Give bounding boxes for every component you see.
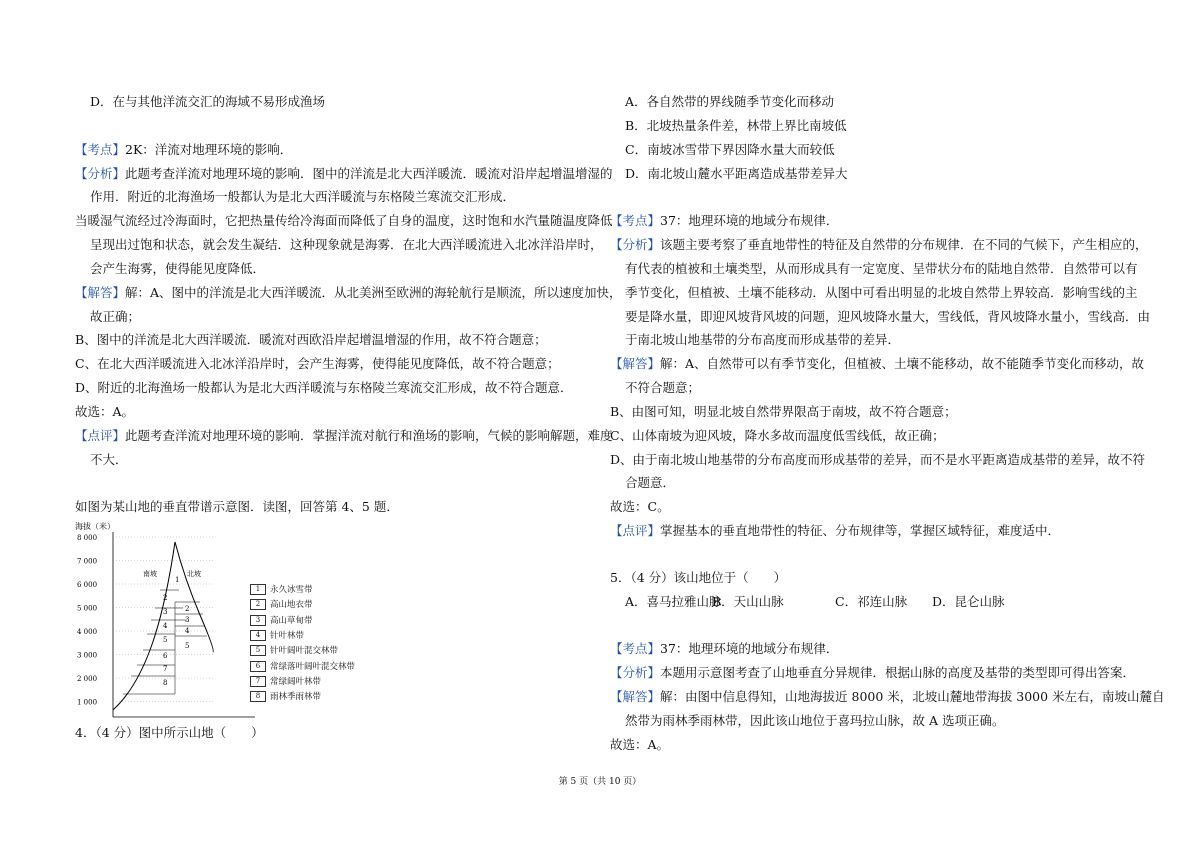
q5-option-d: D．昆仑山脉 bbox=[932, 594, 1005, 609]
option-d-explain: D、由于南北坡山地基带的分布高度而形成基带的差异，而不是水平距离造成基带的差异，故不符 bbox=[610, 452, 1146, 467]
para-line: 会产生海雾，使得能见度降低． bbox=[90, 261, 266, 276]
fenxi-line bbox=[610, 237, 1148, 253]
para-line: 当暖湿气流经过冷海面时，它把热量传给冷海面而降低了自身的温度，这时饱和水汽量随温度降低 bbox=[75, 213, 613, 228]
legend-swatch: 6 bbox=[250, 661, 266, 672]
tick-label: 6 000 bbox=[77, 581, 98, 589]
zone-number: 8 bbox=[163, 679, 168, 687]
legend-label: 常绿阔叶林带 bbox=[270, 676, 322, 687]
north-slope bbox=[175, 542, 213, 652]
north-zone-numbers bbox=[185, 605, 190, 650]
legend-swatch: 7 bbox=[250, 676, 266, 687]
tick-label: 5 000 bbox=[77, 604, 98, 613]
question-4: 4．（4 分）图中所示山地（ ） bbox=[75, 725, 264, 740]
legend-swatch: 1 bbox=[250, 584, 266, 595]
answer-line: 故选：C。 bbox=[610, 499, 670, 514]
fenxi-tag: 【分析】 bbox=[610, 237, 661, 252]
legend-swatch: 2 bbox=[250, 599, 266, 610]
kaodian-text: 2K：洋流对地理环境的影响． bbox=[125, 142, 293, 157]
tick-label: 8 000 bbox=[77, 534, 98, 542]
dianping-tag: 【点评】 bbox=[610, 523, 661, 538]
fenxi-tag: 【分析】 bbox=[75, 166, 126, 181]
legend-label: 雨林季雨林带 bbox=[270, 692, 322, 703]
jieda-text: 解：A、自然带可以有季节变化，但植被、土壤不能移动，故不能随季节变化而移动，故 bbox=[660, 356, 1145, 371]
zone-number: 7 bbox=[163, 665, 168, 673]
jieda-text: 解：A、图中的洋流是北大西洋暖流．从北美洲至欧洲的海轮航行是顺流，所以速度加快， bbox=[125, 285, 622, 300]
zone-number: 5 bbox=[185, 642, 190, 650]
jieda-line bbox=[610, 356, 1144, 372]
option-d-explain: D、附近的北海渔场一般都认为是北大西洋暖流与东格陵兰寒流交汇形成，故不符合题意． bbox=[75, 380, 573, 395]
jieda-line bbox=[75, 285, 622, 301]
dianping-text-cont: 不大． bbox=[90, 452, 128, 467]
zone-number: 2 bbox=[185, 605, 190, 613]
legend-swatch: 5 bbox=[250, 645, 266, 656]
legend-item bbox=[250, 598, 313, 612]
zone-number: 2 bbox=[163, 594, 168, 602]
dianping-text: 掌握基本的垂直地带性的特征、分布规律等，掌握区域特征，难度适中． bbox=[660, 523, 1061, 538]
kaodian-tag: 【考点】 bbox=[610, 213, 661, 228]
option-d-explain-cont: 合题意． bbox=[625, 475, 676, 490]
tick-label: 4 000 bbox=[77, 628, 98, 636]
option-a: A．各自然带的界线随季节变化而移动 bbox=[625, 94, 835, 109]
zone-number: 3 bbox=[185, 616, 190, 624]
jieda-tag: 【解答】 bbox=[610, 356, 661, 371]
kaodian-line bbox=[610, 213, 838, 229]
fenxi-text-cont: 要是降水量，即迎风坡背风坡的问题，迎风坡降水量大，雪线低，背风坡降水量小，雪线高．由 bbox=[625, 309, 1151, 324]
option-c: C．南坡冰雪带下界因降水量大而较低 bbox=[625, 142, 835, 157]
fenxi-text: 此题考查洋流对地理环境的影响．图中的洋流是北大西洋暖流．暖流对沿岸起增温增湿的 bbox=[125, 166, 613, 181]
dianping-line bbox=[75, 428, 613, 444]
legend-swatch: 8 bbox=[250, 691, 266, 702]
kaodian-text: 37：地理环境的地域分布规律． bbox=[660, 213, 839, 228]
axis-title: 海拔（米） bbox=[75, 522, 115, 531]
fenxi-text-cont: 作用．附近的北海渔场一般都认为是北大西洋暖流与东格陵兰寒流交汇形成． bbox=[90, 189, 516, 204]
tick-label: 1 000 bbox=[77, 698, 98, 707]
option-b-explain: B、由图可知，明显北坡自然带界限高于南坡，故不符合题意； bbox=[610, 404, 957, 419]
zone-number: 6 bbox=[163, 652, 168, 660]
zone-number: 1 bbox=[175, 576, 180, 584]
question-5: 5．（4 分）该山地位于（ ） bbox=[610, 570, 787, 585]
legend-item bbox=[250, 675, 321, 689]
tick-label: 2 000 bbox=[77, 675, 98, 683]
legend-label: 针叶林带 bbox=[270, 630, 305, 641]
kaodian2-tag: 【考点】 bbox=[610, 641, 661, 656]
legend-item bbox=[250, 614, 313, 628]
legend-label: 常绿落叶阔叶混交林带 bbox=[270, 661, 356, 672]
fenxi-text-cont: 季节变化，但植被、土壤不能移动．从图中可看出明显的北坡自然带上界较高．影响雪线的主 bbox=[625, 285, 1138, 300]
option-c-explain: C、在北大西洋暖流进入北冰洋沿岸时，会产生海雾，使得能见度降低，故不符合题意； bbox=[75, 356, 560, 371]
zone-number: 4 bbox=[163, 622, 168, 630]
legend-item bbox=[250, 583, 313, 597]
q5-option-a: A．喜马拉雅山脉 bbox=[625, 594, 722, 609]
south-label: 南坡 bbox=[143, 570, 157, 578]
option-d: D．南北坡山麓水平距离造成基带差异大 bbox=[625, 166, 848, 181]
option-b-explain: B、图中的洋流是北大西洋暖流．暖流对西欧沿岸起增温增湿的作用，故不符合题意； bbox=[75, 332, 547, 347]
legend-swatch: 4 bbox=[250, 630, 266, 641]
q5-option-b: B．天山山脉 bbox=[712, 594, 784, 609]
option-d: D．在与其他洋流交汇的海域不易形成渔场 bbox=[90, 94, 326, 109]
fenxi2-line bbox=[610, 665, 1135, 681]
kaodian2-line bbox=[610, 641, 838, 657]
fenxi-text: 该题主要考察了垂直地带性的特征及自然带的分布规律．在不同的气候下，产生相应的， bbox=[660, 237, 1148, 252]
legend-swatch: 3 bbox=[250, 615, 266, 626]
tick-label: 7 000 bbox=[77, 557, 98, 566]
option-b: B．北坡热量条件差，林带上界比南坡低 bbox=[625, 118, 847, 133]
tick-group bbox=[77, 534, 215, 707]
jieda-tag: 【解答】 bbox=[75, 285, 126, 300]
q5-option-c: C．祁连山脉 bbox=[835, 594, 908, 609]
kaodian-line bbox=[75, 142, 292, 158]
dianping-tag: 【点评】 bbox=[75, 428, 126, 443]
legend-label: 永久冰雪带 bbox=[270, 585, 313, 595]
legend-label: 高山草甸带 bbox=[270, 615, 313, 626]
answer2-line: 故选：A。 bbox=[610, 737, 670, 752]
jieda-text-cont: 不符合题意； bbox=[625, 380, 701, 395]
jieda2-line bbox=[610, 689, 1165, 705]
fenxi2-text: 本题用示意图考查了山地垂直分异规律．根据山脉的高度及基带的类型即可得出答案． bbox=[660, 665, 1136, 680]
kaodian-tag: 【考点】 bbox=[75, 142, 126, 157]
legend-item bbox=[250, 644, 338, 658]
page-footer: 第 5 页（共 10 页） bbox=[558, 777, 642, 787]
dianping-text: 此题考查洋流对地理环境的影响．掌握洋流对航行和渔场的影响，气候的影响解题，难度 bbox=[125, 428, 613, 443]
kaodian2-text: 37：地理环境的地域分布规律． bbox=[660, 641, 839, 656]
para-line: 呈现出过饱和状态，就会发生凝结．这种现象就是海雾．在北大西洋暖流进入北冰洋沿岸时， bbox=[90, 237, 603, 252]
vertical-zone-diagram bbox=[75, 520, 255, 720]
option-c-explain: C、山体南坡为迎风坡，降水多故而温度低雪线低，故正确； bbox=[610, 428, 945, 443]
zone-number: 3 bbox=[163, 608, 168, 616]
fenxi2-tag: 【分析】 bbox=[610, 665, 661, 680]
legend-item bbox=[250, 690, 321, 704]
jieda2-text: 解：由图中信息得知，山地海拔近 8000 米，北坡山麓地带海拔 3000 米左右，南坡山麓自 bbox=[660, 689, 1165, 704]
legend-item bbox=[250, 629, 304, 643]
legend-label: 高山地衣带 bbox=[270, 600, 313, 611]
answer-line: 故选：A。 bbox=[75, 404, 135, 419]
intro-line: 如图为某山地的垂直带谱示意图．读图，回答第 4、5 题． bbox=[75, 499, 399, 514]
zone-number: 4 bbox=[185, 627, 190, 635]
dianping-line bbox=[610, 523, 1060, 539]
jieda2-tag: 【解答】 bbox=[610, 689, 661, 704]
fenxi-line bbox=[75, 166, 613, 182]
legend-label: 针叶阔叶混交林带 bbox=[270, 646, 339, 657]
south-zone-numbers bbox=[163, 576, 179, 687]
jieda-text-cont: 故正确； bbox=[90, 309, 141, 324]
legend-item bbox=[250, 660, 355, 674]
jieda2-text-cont: 然带为雨林季雨林带，因此该山地位于喜玛拉山脉，故 A 选项正确。 bbox=[625, 713, 1005, 728]
north-label: 北坡 bbox=[187, 570, 201, 578]
fenxi-text-cont: 有代表的植被和土壤类型，从而形成具有一定宽度、呈带状分布的陆地自然带．自然带可以有 bbox=[625, 261, 1138, 276]
tick-label: 3 000 bbox=[77, 651, 98, 660]
zone-number: 5 bbox=[163, 636, 168, 644]
fenxi-text-cont: 于南北坡山地基带的分布高度而形成基带的差异． bbox=[625, 332, 901, 347]
